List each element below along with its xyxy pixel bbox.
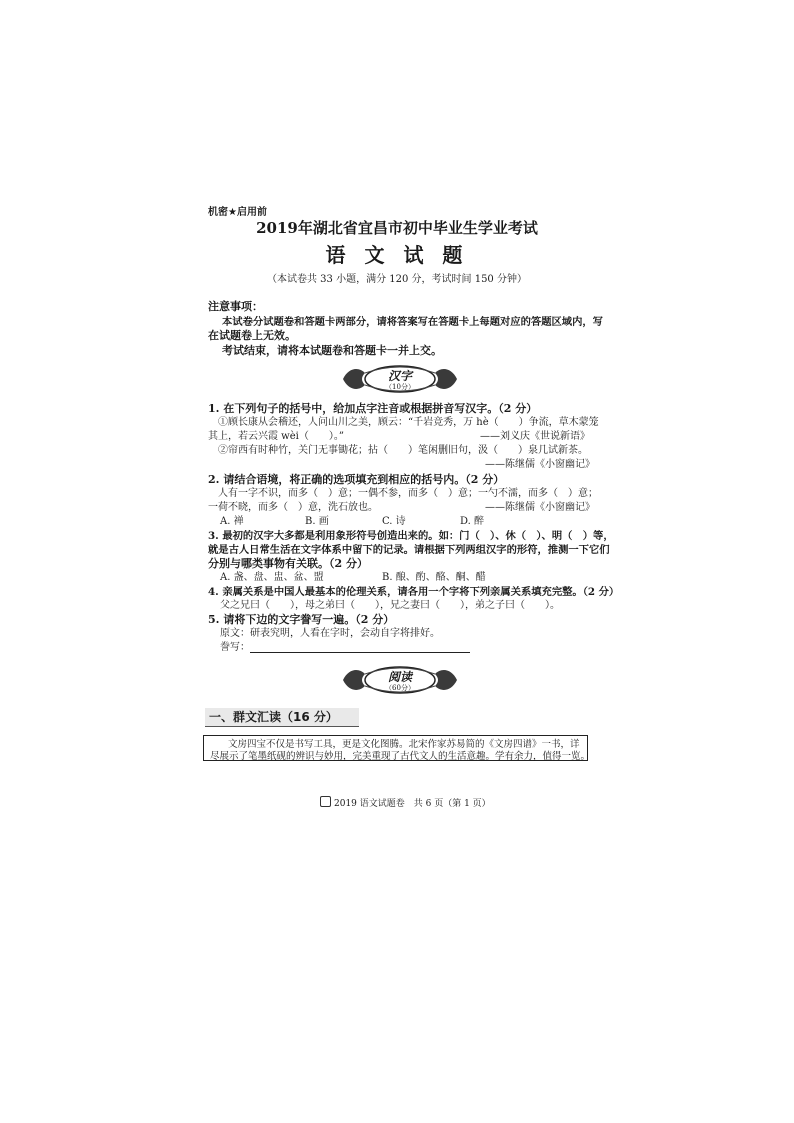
q1-stem: 1. 在下列句子的括号中，给加点字注音或根据拼音写汉字。（2 分） (208, 402, 538, 415)
banner1-score: （10分） (385, 383, 415, 391)
subject-title: 语 文 试 题 (325, 243, 469, 267)
footer-text: 2019 语文试题卷 共 6 页（第 1 页） (334, 799, 491, 809)
q2-option-a: A. 禅 (220, 516, 244, 527)
q2-option-b: B. 画 (305, 516, 329, 527)
passage-line-2: 尽展示了笔墨纸砚的辨识与妙用，完美重现了古代文人的生活意趣。学有余力，值得一览。 (210, 751, 591, 762)
banner2-score: （60分） (385, 684, 415, 692)
q3-option-a: A. 盏、盘、盅、盆、盟 (220, 572, 324, 583)
q2-stem: 2. 请结合语境，将正确的选项填充到相应的括号内。（2 分） (208, 473, 505, 486)
q1-source-b: ——陈继儒《小窗幽记》 (485, 459, 595, 470)
exam-info: （本试卷共 33 小题，满分 120 分，考试时间 150 分钟） (267, 274, 527, 285)
q5-copy-label: 誊写： (220, 642, 250, 653)
notes-heading: 注意事项： (208, 300, 263, 313)
q4-stem: 4. 亲属关系是中国人最基本的伦理关系，请各用一个字将下列亲属关系填充完整。（2 分） (208, 586, 620, 598)
q3-line-1: 3. 最初的汉字大多都是利用象形符号创造出来的。如：门（ ）、休（ ）、明（ ）等， (208, 530, 614, 542)
notes-line-2: 在试题卷上无效。 (208, 329, 296, 342)
q2-source: ——陈继儒《小窗幽记》 (485, 502, 595, 513)
q1-source-a: ——刘义庆《世说新语》 (480, 431, 590, 442)
q1-line-b1: ②帘西有时种竹，关门无事锄花；拈（ ）笔闲删旧句，汲（ ）泉几试新茶。 (218, 445, 588, 456)
exam-title: 2019年湖北省宜昌市初中毕业生学业考试 (256, 219, 538, 237)
notes-line-3: 考试结束，请将本试题卷和答题卡一并上交。 (222, 344, 442, 357)
notes-line-1: 本试卷分试题卷和答题卡两部分，请将答案写在答题卡上每题对应的答题区域内，写 (222, 316, 603, 328)
q2-option-c: C. 诗 (382, 516, 406, 527)
q5-original: 原文：研表究明，人看在字时，会动自字将排好。 (220, 628, 440, 639)
q4-line: 父之兄曰（ ），母之弟曰（ ），兄之妻曰（ ），弟之子曰（ ）。 (220, 600, 560, 611)
publisher-logo-icon (320, 796, 331, 807)
q5-copy-line[interactable] (250, 652, 470, 653)
passage-box (203, 735, 591, 762)
passage-line-1: 文房四宝不仅是书写工具，更是文化图腾。北宋作家苏易简的《文房四谱》一书，详 (228, 739, 580, 750)
q2-line-2: 一荷不晓，而多（ ）意，洗石放也。 (208, 502, 378, 513)
q3-line-3: 分别与哪类事物有关联。（2 分） (208, 557, 368, 570)
banner2-title: 阅读 (387, 670, 412, 684)
q1-line-a2: 其上，若云兴霞 wèi（ ）。” (208, 431, 344, 442)
q2-line-1: 人有一字不识，而多（ ）意；一偶不参，而多（ ）意；一勺不濡，而多（ ）意； (218, 488, 598, 499)
page-footer (320, 796, 491, 809)
q3-option-b: B. 酿、酌、酪、酮、醋 (382, 572, 486, 583)
section-title: 一、群文汇读（16 分） (205, 708, 359, 727)
q3-line-2: 就是古人日常生活在文字体系中留下的记录。请根据下列两组汉字的形符，推测一下它们 (208, 544, 610, 556)
banner1-title: 汉字 (387, 369, 412, 383)
q1-line-a1: ①顾长康从会稽还，人问山川之美，顾云：“千岩竞秀，万 hè（ ）争流，草木蒙笼 (218, 417, 599, 428)
q5-stem: 5. 请将下边的文字誊写一遍。（2 分） (208, 613, 395, 626)
q2-option-d: D. 醉 (460, 516, 485, 527)
secret-label: 机密★启用前 (208, 207, 267, 218)
